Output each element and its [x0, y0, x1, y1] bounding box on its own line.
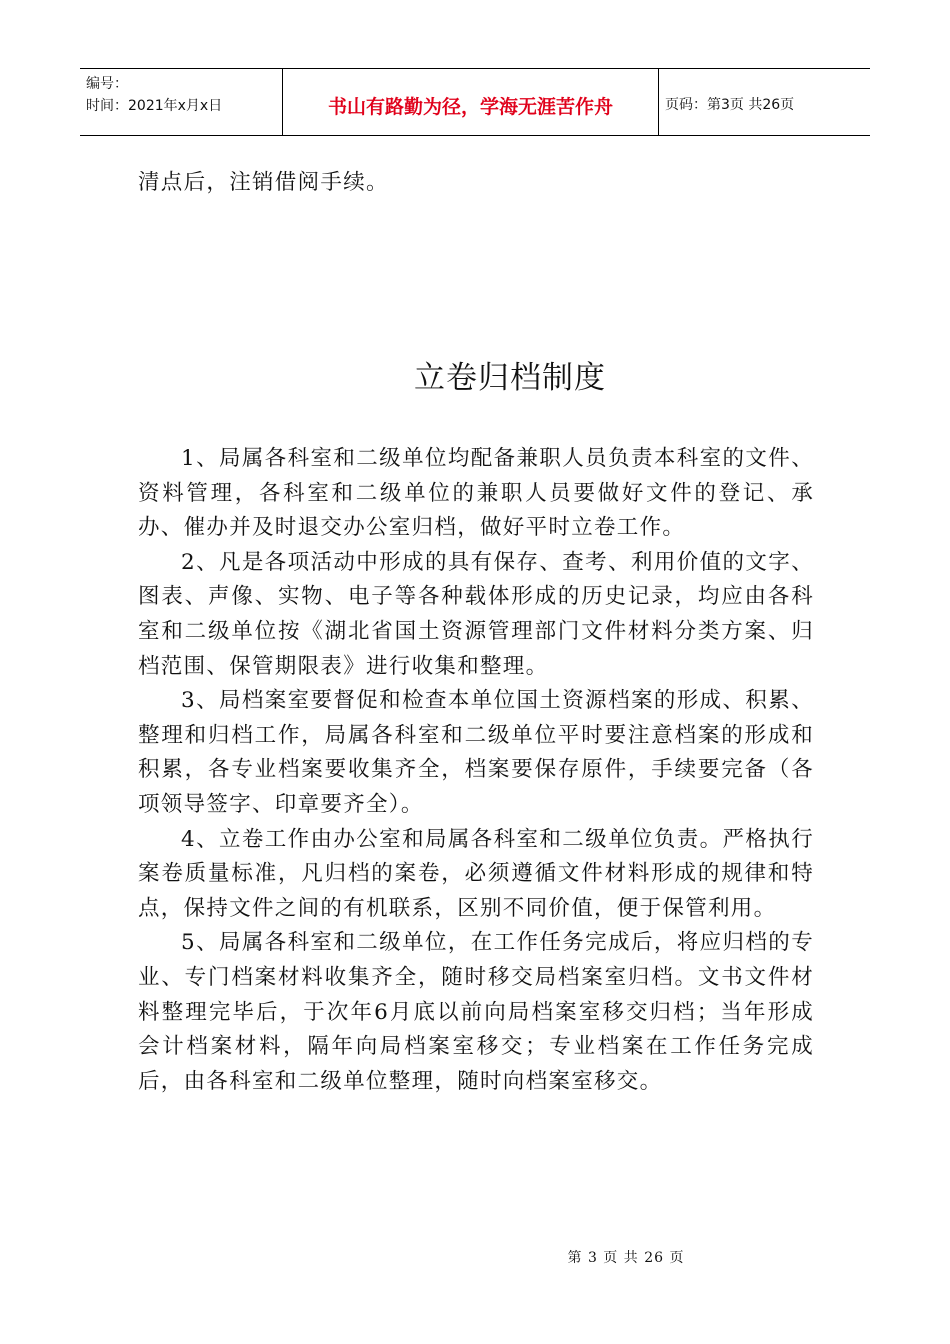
document-time-label: 时间：2021年x月x日 [86, 98, 223, 114]
paragraph-2: 2、凡是各项活动中形成的具有保存、查考、利用价值的文字、图表、声像、实物、电子等各种载体形成的历史记录，均应由各科室和二级单位按《湖北省国土资源管理部门文件材料分类方案、归档范围、保管期限表》进行收集和整理。 [138, 549, 814, 679]
paragraph-5: 5、局属各科室和二级单位，在工作任务完成后，将应归档的专业、专门档案材料收集齐全，随时移交局档案室归档。文书文件材料整理完毕后，于次年6月底以前向局档案室移交归档；当年形成会计档案材料，隔年向局档案室移交；专业档案在工作任务完成后，由各科室和二级单位整理，随时向档案室移交。 [138, 930, 814, 1094]
paragraph-4: 4、立卷工作由办公室和局属各科室和二级单位负责。严格执行案卷质量标准，凡归档的案卷，必须遵循文件材料形成的规律和特点，保持文件之间的有机联系，区别不同价值，便于保管利用。 [138, 826, 814, 921]
page-footer: 第 3 页 共 26 页 [567, 1250, 685, 1266]
lead-text: 清点后，注销借阅手续。 [138, 170, 389, 195]
page-header [80, 68, 870, 136]
header-motto: 书山有路勤为径，学海无涯苦作舟 [283, 69, 659, 135]
document-number-label: 编号： [86, 76, 128, 92]
header-meta [80, 69, 283, 135]
document-body [138, 442, 814, 1099]
paragraph-1: 1、局属各科室和二级单位均配备兼职人员负责本科室的文件、资料管理，各科室和二级单位的兼职人员要做好文件的登记、承办、催办并及时退交办公室归档，做好平时立卷工作。 [138, 446, 814, 541]
header-page-number: 页码：第3页 共26页 [665, 97, 795, 113]
paragraph-3: 3、局档案室要督促和检查本单位国土资源档案的形成、积累、整理和归档工作，局属各科室和二级单位平时要注意档案的形成和积累，各专业档案要收集齐全，档案要保存原件，手续要完备（各项领导签字、印章要齐全）。 [138, 688, 814, 817]
document-title: 立卷归档制度 [414, 360, 606, 396]
